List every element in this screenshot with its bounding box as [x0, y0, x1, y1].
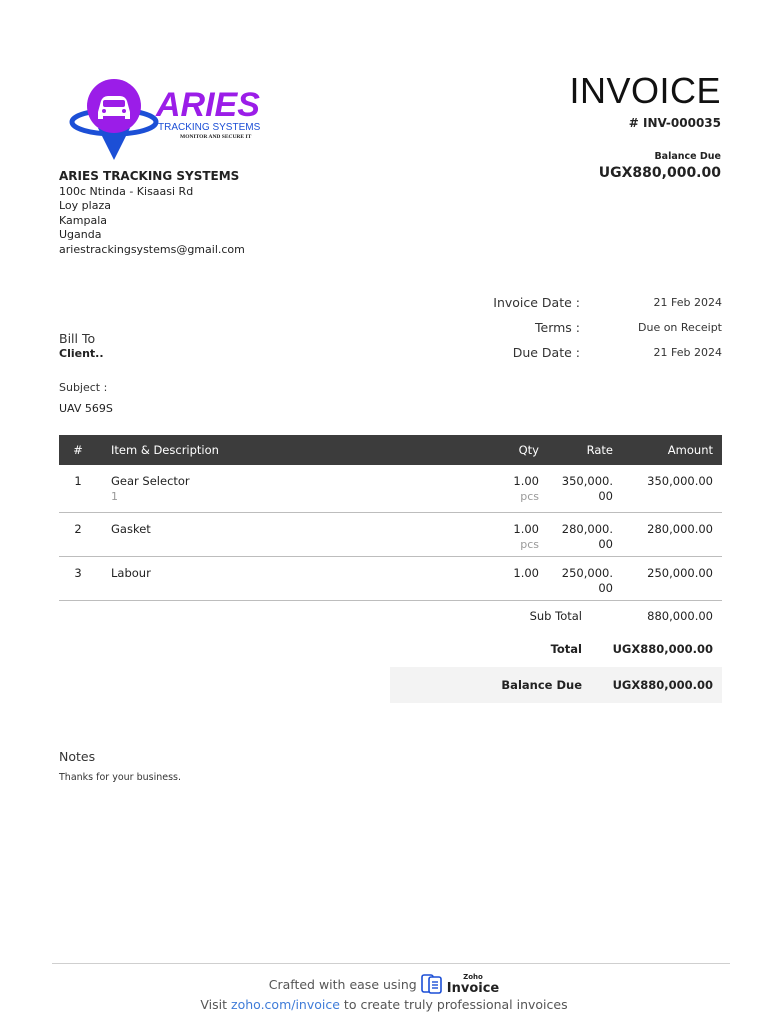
- row-rate-cell: [539, 465, 613, 512]
- zoho-invoice-link[interactable]: zoho.com/invoice: [231, 997, 340, 1012]
- row-unit: pcs: [520, 538, 539, 551]
- company-email: ariestrackingsystems@gmail.com: [59, 242, 245, 256]
- company-city: Kampala: [59, 213, 107, 227]
- subtotal-row: [390, 601, 722, 631]
- company-address-line2: Loy plaza: [59, 199, 111, 213]
- row-item: Labour: [111, 566, 151, 580]
- row-amount: 350,000.00: [647, 474, 713, 488]
- row-item-cell: [97, 513, 475, 556]
- company-country: Uganda: [59, 228, 102, 242]
- terms-value: Due on Receipt: [638, 321, 722, 334]
- table-header: [59, 435, 722, 465]
- due-date-row: [440, 340, 722, 365]
- row-num: 3: [74, 566, 82, 580]
- row-num: 2: [74, 522, 82, 536]
- totals-section: [390, 601, 722, 703]
- header-num: #: [73, 443, 83, 457]
- balance-label: Balance Due: [501, 678, 582, 692]
- row-rate-cell: [539, 557, 613, 600]
- row-qty-cell: [475, 465, 539, 512]
- header-amount: Amount: [667, 443, 713, 457]
- due-date-label: Due Date :: [512, 345, 580, 360]
- due-date-value: 21 Feb 2024: [653, 346, 722, 359]
- subtotal-value: 880,000.00: [647, 609, 713, 623]
- terms-label: Terms :: [535, 320, 580, 335]
- company-address-line1: 100c Ntinda - Kisaasi Rd: [59, 184, 194, 198]
- subject-label: Subject :: [59, 381, 108, 394]
- header-qty: Qty: [518, 443, 539, 457]
- zoho-invoice-icon: [421, 973, 443, 995]
- logo-wordmark: ARIES: [156, 86, 260, 124]
- invoice-meta: [440, 290, 722, 365]
- balance-due-amount: UGX880,000.00: [598, 165, 721, 181]
- zoho-invoice-logo[interactable]: [421, 972, 499, 996]
- total-label: Total: [550, 642, 582, 656]
- zoho-small-text: Zoho: [463, 973, 483, 981]
- table-row: [59, 557, 722, 601]
- header-item: Item & Description: [111, 443, 219, 457]
- row-num: 1: [74, 474, 82, 488]
- row-qty-cell: [475, 557, 539, 600]
- row-amount: 280,000.00: [647, 522, 713, 536]
- row-item: Gasket: [111, 522, 151, 536]
- subject-value: UAV 569S: [59, 402, 113, 415]
- company-name: ARIES TRACKING SYSTEMS: [59, 169, 240, 183]
- row-amount: 250,000.00: [647, 566, 713, 580]
- company-address: [59, 169, 245, 258]
- logo-subtitle: TRACKING SYSTEMS: [158, 122, 261, 133]
- invoice-title: INVOICE: [569, 70, 721, 111]
- footer-divider: [52, 963, 730, 964]
- balance-due-label: Balance Due: [654, 151, 721, 162]
- row-unit: pcs: [520, 490, 539, 503]
- aries-logo-icon: [62, 72, 294, 164]
- invoice-number: # INV-000035: [628, 116, 721, 130]
- total-row: [390, 631, 722, 667]
- notes-text: Thanks for your business.: [59, 772, 182, 783]
- row-qty: 1.00: [513, 566, 539, 580]
- row-rate: 250,000.00: [561, 566, 613, 595]
- row-qty-cell: [475, 513, 539, 556]
- bill-to-label: Bill To: [59, 331, 96, 346]
- visit-post: to create truly professional invoices: [343, 997, 568, 1012]
- footer-crafted: [0, 972, 768, 996]
- line-items-table: [59, 435, 722, 601]
- total-value: UGX880,000.00: [612, 642, 713, 656]
- table-row: [59, 513, 722, 557]
- row-item-cell: [97, 465, 475, 512]
- zoho-big-text: Invoice: [446, 981, 500, 996]
- invoice-date-row: [440, 290, 722, 315]
- crafted-text: Crafted with ease using: [268, 976, 417, 992]
- subtotal-label: Sub Total: [529, 609, 582, 623]
- footer-visit: [0, 997, 768, 1012]
- row-qty: 1.00: [513, 522, 539, 536]
- header-rate: Rate: [586, 443, 613, 457]
- terms-row: [440, 315, 722, 340]
- balance-due-row: [390, 667, 722, 703]
- row-qty: 1.00: [513, 474, 539, 488]
- row-item-cell: [97, 557, 475, 600]
- table-row: [59, 465, 722, 513]
- zoho-wordmark: [447, 972, 499, 996]
- row-description: 1: [111, 490, 118, 503]
- logo-tagline: MONITOR AND SECURE IT: [180, 134, 252, 140]
- bill-to-name: Client..: [59, 347, 104, 360]
- row-rate: 280,000.00: [561, 522, 613, 551]
- notes-label: Notes: [59, 749, 96, 764]
- visit-pre: Visit: [200, 997, 228, 1012]
- balance-value: UGX880,000.00: [612, 678, 713, 692]
- invoice-date-value: 21 Feb 2024: [653, 296, 722, 309]
- row-item: Gear Selector: [111, 474, 190, 488]
- row-rate: 350,000.00: [561, 474, 613, 503]
- company-logo: [62, 72, 294, 164]
- invoice-date-label: Invoice Date :: [493, 295, 580, 310]
- row-rate-cell: [539, 513, 613, 556]
